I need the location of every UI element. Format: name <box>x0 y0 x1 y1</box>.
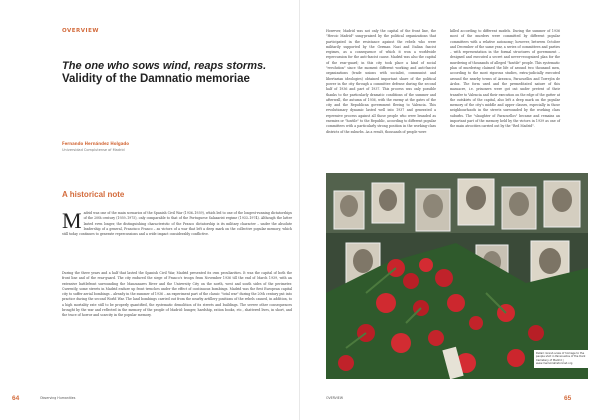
photo-caption: Detail: Grand-scale of homage to the people shot in Paracuellos of the Dark Cemetery of Madrid | www.memoriahistoricad.org <box>534 350 590 368</box>
author-affiliation: Universidad Complutense of Madrid <box>62 148 125 152</box>
article-title: Validity of the Damnatio memoriae <box>62 73 250 85</box>
page-number-right: 65 <box>564 395 572 402</box>
page-number-left: 64 <box>12 395 20 402</box>
memorial-photo-illustration <box>326 173 588 379</box>
body-column-1: However, Madrid was not only the capital of the front line, the "Heroic Madrid" sung-praised by the political organizations that participated in the resistance against the rebels who were militarily supported by the German Nazi and Italian fascist regimes, as a consequence of which it won a worldwide repercussion for the anti-fascist cause. Madrid was also the capital of the rear-guard; in this city took place a kind of social "revolution" since the moment different working and anti-fascist organizations (trade unions with socialist, communist and libertarian ideologies) obtained important share of the political power in the city through a committee defense during the second half of 1936 and part of 1937. This process was only possible thanks to the particularly dramatic conditions of the summer and afterwall, the autumn of 1936, with the enemy at the gates of the city and the Republican government fleeing to Valencia. This revolutionary dynamic lasted well into 1937 and generated a repressive process against all those people who were branded as enemies or "hostile" to the Republic, according to different popular committees with a particularly strong position in the working-class districts of the suburbs. As a result, thousands of people were <box>326 29 436 134</box>
drop-cap: M <box>62 208 82 233</box>
article-subtitle: The one who sows wind, reaps storms. <box>62 60 267 72</box>
section-heading: A historical note <box>62 190 125 199</box>
running-head-right: OVERVIEW <box>326 396 343 400</box>
running-head-left: Observing Humanities <box>40 396 76 400</box>
author-name: Fernando Hernández Holgado <box>62 141 130 146</box>
intro-paragraph <box>62 208 292 237</box>
body-paragraph: During the three years and a half that lasted the Spanish Civil War, Madrid presented its own peculiarities. It was the capital of both the front line and of the rear-guard. The city endured the siege of Franco's troops from November 1936 till the end of March 1939, with an extensive battlefront surrounding the Manzanares River and the University City on the north, west and south sides of the perimeter. Currently, some streets in Madrid endure up front trenches under the effect of continuous bombings. Madrid was the first European capital city to suffer aerial bombings – already in the summer of 1936 – an experiment part of the classic "total war" during the 20th century put into practice during the second World War. The land bombings carried out from the nearby artillery positions of the rebels caused, in addition, to a high mortality rate still to be properly quantified, the systematic demolition of its streets and buildings. The severe other consequences brought by the war and reflected in the memory of the people of Madrid: hunger, hardship, ration books, etc., shattered lives, in short, and the trace of horror and scarcity in the popular memory. <box>62 271 292 318</box>
intro-text: adrid was one of the main scenarios of the Spanish Civil War (1936–1939), which led to one of the longest-running dictatorships of the 20th century (1939–1975), only comparable to that of the Portuguese Salazarist regime (1933–1974). Although the latter lasted even longer, the distinguishing characteristic of the Franco dictatorship is its military character – under the absolute leadership of a general, Francisco Franco – as victors of a war that left a deep mark on the collective popular memory, which still today continues to generate repercussions and a wide impact considerably conflictive. <box>62 211 292 237</box>
section-tag: OVERVIEW <box>62 28 99 34</box>
memorial-photo <box>326 173 588 379</box>
body-column-2: killed according to different models. During the summer of 1936 most of the murders were committed by different popular committees with a relative autonomy; however, between October and December of the same year, a series of committees and parties – with representation in the formal structures of government – designed and executed a secret and never-recognized plan for the murdering of thousands of alleged "hostile" people. This systematic plan of murdering claimed the life of around two thousand men, according to the most rigorous studies, extra-judicially executed around the nearby towns of Aravaca, Paracuellos and Torrejón de Ardoz. The form used and the premeditated nature of this massacre, i.e. prisoners were got out under pretext of their transfer to Valencia and their execution on the edge of the gutter at the outskirts of the capital, also left a deep mark on the popular memory of the city's middle and upper classes, especially in those neighbourhoods in the streets surrounded by the working class suburbs. The "slaughter of Paracuellos" became and remains an important part of the memory held by the victors in 1939 as one of the main atrocities carried out by the "Red Madrid". <box>450 29 560 129</box>
right-page <box>300 0 600 420</box>
